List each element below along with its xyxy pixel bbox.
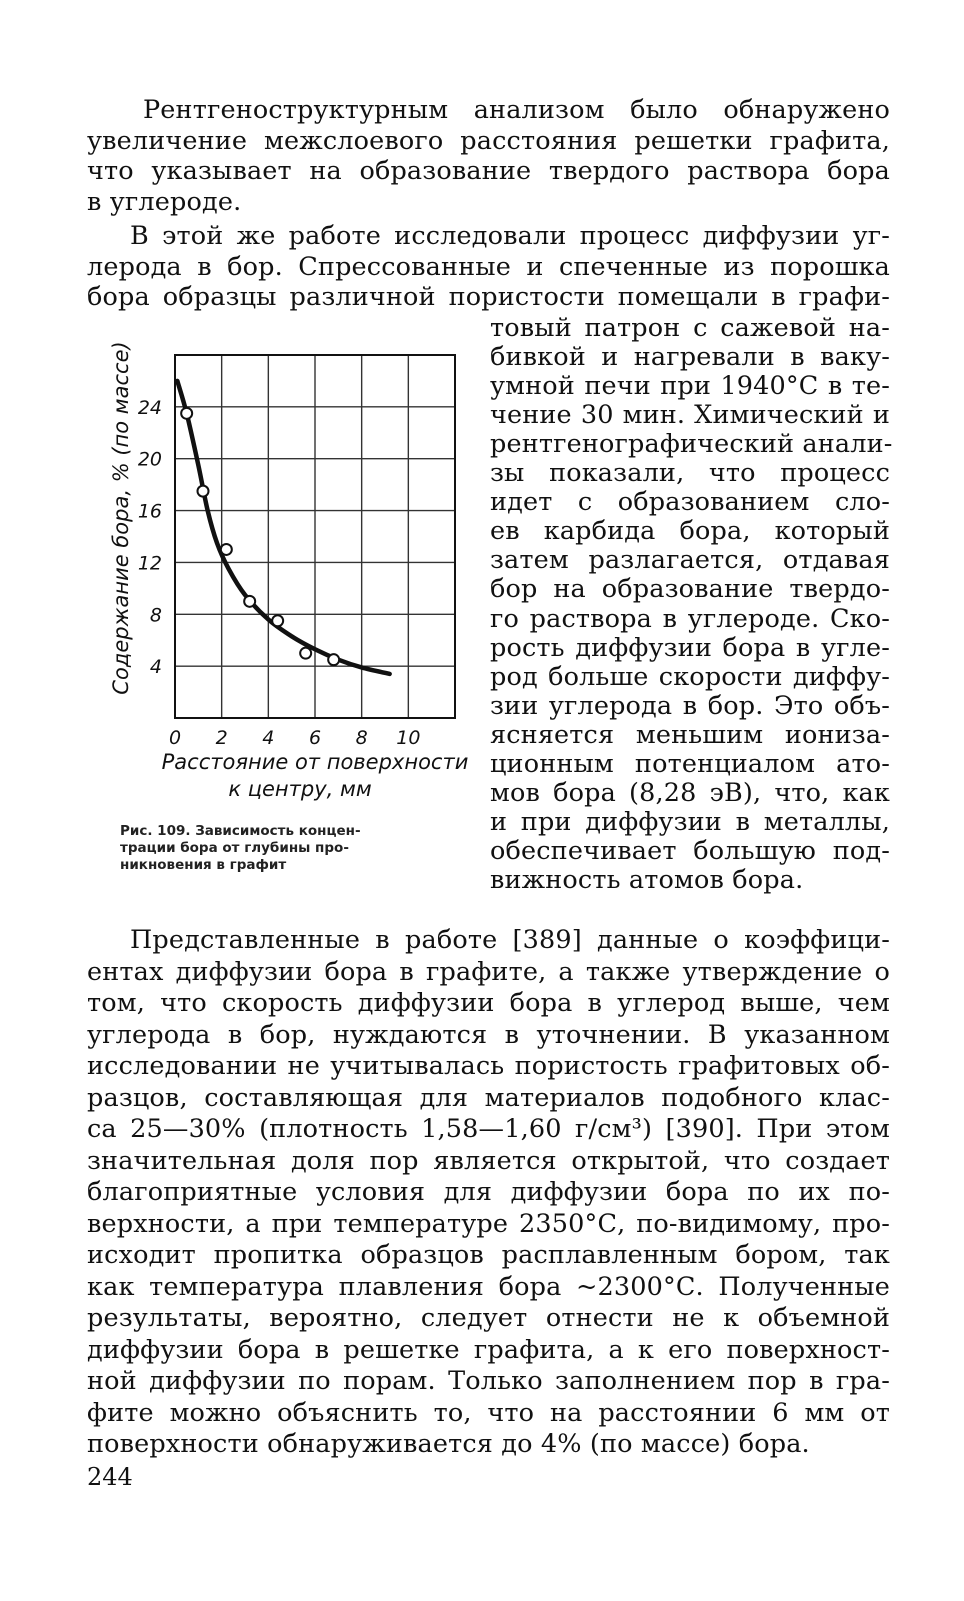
- paragraph-line: мов бора (8,28 эВ), что, как: [490, 777, 890, 808]
- paragraph-line: бивкой и нагревали в ваку-: [490, 342, 890, 373]
- paragraph-line: что указывает на образование твердого раствора бора: [87, 156, 890, 187]
- paragraph-line: ясняется меньшим иониза-: [490, 719, 890, 750]
- data-point: [181, 408, 192, 419]
- x-tick-label: 0: [168, 727, 182, 749]
- page-number: 244: [87, 1463, 133, 1491]
- paragraph-line: вижность атомов бора.: [490, 864, 804, 895]
- paragraph-line: Рентгеноструктурным анализом было обнаружено: [143, 95, 890, 125]
- x-tick-label: 10: [396, 727, 421, 749]
- paragraph-line: бора образцы различной пористости помещали в графи-: [87, 282, 890, 313]
- paragraph-line: в углероде.: [87, 187, 242, 218]
- y-tick-label: 24: [137, 396, 162, 419]
- caption-line: Рис. 109. Зависимость концен-: [120, 823, 361, 839]
- paragraph-line: затем разлагается, отдавая: [490, 545, 890, 576]
- paragraph-line: чение 30 мин. Химический и: [490, 400, 890, 431]
- data-point: [198, 486, 209, 497]
- paragraph-line: го раствора в углероде. Ско-: [490, 603, 890, 634]
- paragraph-line: исследовании не учитывалась пористость графитовых об-: [87, 1051, 890, 1081]
- paragraph-line: бор на образование твердо-: [490, 574, 890, 605]
- x-tick-label: 2: [215, 727, 228, 749]
- paragraph-line: верхности, а при температуре 2350°С, по-видимому, про-: [87, 1208, 890, 1239]
- paragraph-line: са 25—30% (плотность 1,58—1,60 г/см³) [390]. При этом: [87, 1114, 890, 1144]
- x-tick-label: 8: [355, 727, 368, 749]
- paragraph-line: увеличение межслоевого расстояния решетки графита,: [87, 125, 890, 156]
- y-axis-label: Содержание бора, % (по массе): [109, 341, 133, 695]
- data-point: [272, 615, 283, 626]
- paragraph-line: род больше скорости диффу-: [490, 661, 890, 692]
- data-point: [328, 654, 339, 665]
- paragraph-line: рость диффузии бора в угле-: [490, 632, 890, 663]
- paragraph-line: результаты, вероятно, следует отнести не к объемной: [87, 1303, 890, 1333]
- series-curve: [177, 381, 389, 674]
- paragraph-line: диффузии бора в решетке графита, а к его поверхност-: [87, 1334, 890, 1365]
- data-point: [244, 596, 255, 607]
- paragraph-line: как температура плавления бора ~2300°С. Полученные: [87, 1271, 890, 1302]
- data-point: [221, 544, 232, 555]
- paragraph-line: ционным потенциалом ато-: [490, 748, 890, 779]
- paragraph-line: ев карбида бора, который: [490, 516, 890, 547]
- paragraph-line: обеспечивает большую под-: [490, 835, 890, 866]
- paragraph-line: умной печи при 1940°С в те-: [490, 371, 890, 402]
- paragraph-line: лерода в бор. Спрессованные и спеченные из порошка: [87, 251, 890, 282]
- paragraph-line: идет с образованием сло-: [490, 487, 890, 518]
- caption-line: трации бора от глубины про-: [120, 840, 349, 856]
- paragraph-line: значительная доля пор является открытой, что создает: [87, 1145, 890, 1176]
- y-tick-label: 16: [137, 500, 162, 523]
- y-tick-label: 20: [137, 448, 162, 471]
- x-tick-label: 6: [308, 727, 322, 749]
- x-axis-label: к центру, мм: [228, 777, 372, 801]
- paragraph-line: том, что скорость диффузии бора в углерод выше, чем: [87, 988, 890, 1018]
- paragraph-line: зы показали, что процесс: [490, 458, 890, 489]
- paragraph-line: товый патрон с сажевой на-: [490, 313, 890, 343]
- y-tick-label: 4: [149, 656, 162, 679]
- y-tick-label: 8: [149, 604, 162, 627]
- caption-line: никновения в графит: [120, 857, 287, 873]
- x-tick-label: 4: [262, 727, 275, 749]
- paragraph-line: ной диффузии по порам. Только заполнением пор в гра-: [87, 1366, 890, 1396]
- y-tick-label: 12: [137, 552, 162, 575]
- paragraph-line: фите можно объяснить то, что на расстоянии 6 мм от: [87, 1397, 890, 1428]
- paragraph-line: поверхности обнаруживается до 4% (по массе) бора.: [87, 1429, 810, 1459]
- paragraph-line: зии углерода в бор. Это объ-: [490, 690, 890, 721]
- paragraph-line: рентгенографический анали-: [490, 429, 893, 460]
- paragraph-line: и при диффузии в металлы,: [490, 806, 890, 837]
- data-point: [300, 648, 311, 659]
- paragraph-line: углерода в бор, нуждаются в уточнении. В указанном: [87, 1019, 890, 1050]
- paragraph-line: благоприятные условия для диффузии бора по их по-: [87, 1177, 890, 1207]
- paragraph-line: ентах диффузии бора в графите, а также утверждение о: [87, 956, 890, 987]
- paragraph-line: В этой же работе исследовали процесс диффузии уг-: [130, 221, 890, 251]
- x-axis-label: Расстояние от поверхности: [161, 750, 469, 774]
- paragraph-line: разцов, составляющая для материалов подобного клас-: [87, 1082, 890, 1113]
- paragraph-line: Представленные в работе [389] данные о коэффици-: [130, 925, 890, 955]
- paragraph-line: исходит пропитка образцов расплавленным бором, так: [87, 1240, 890, 1270]
